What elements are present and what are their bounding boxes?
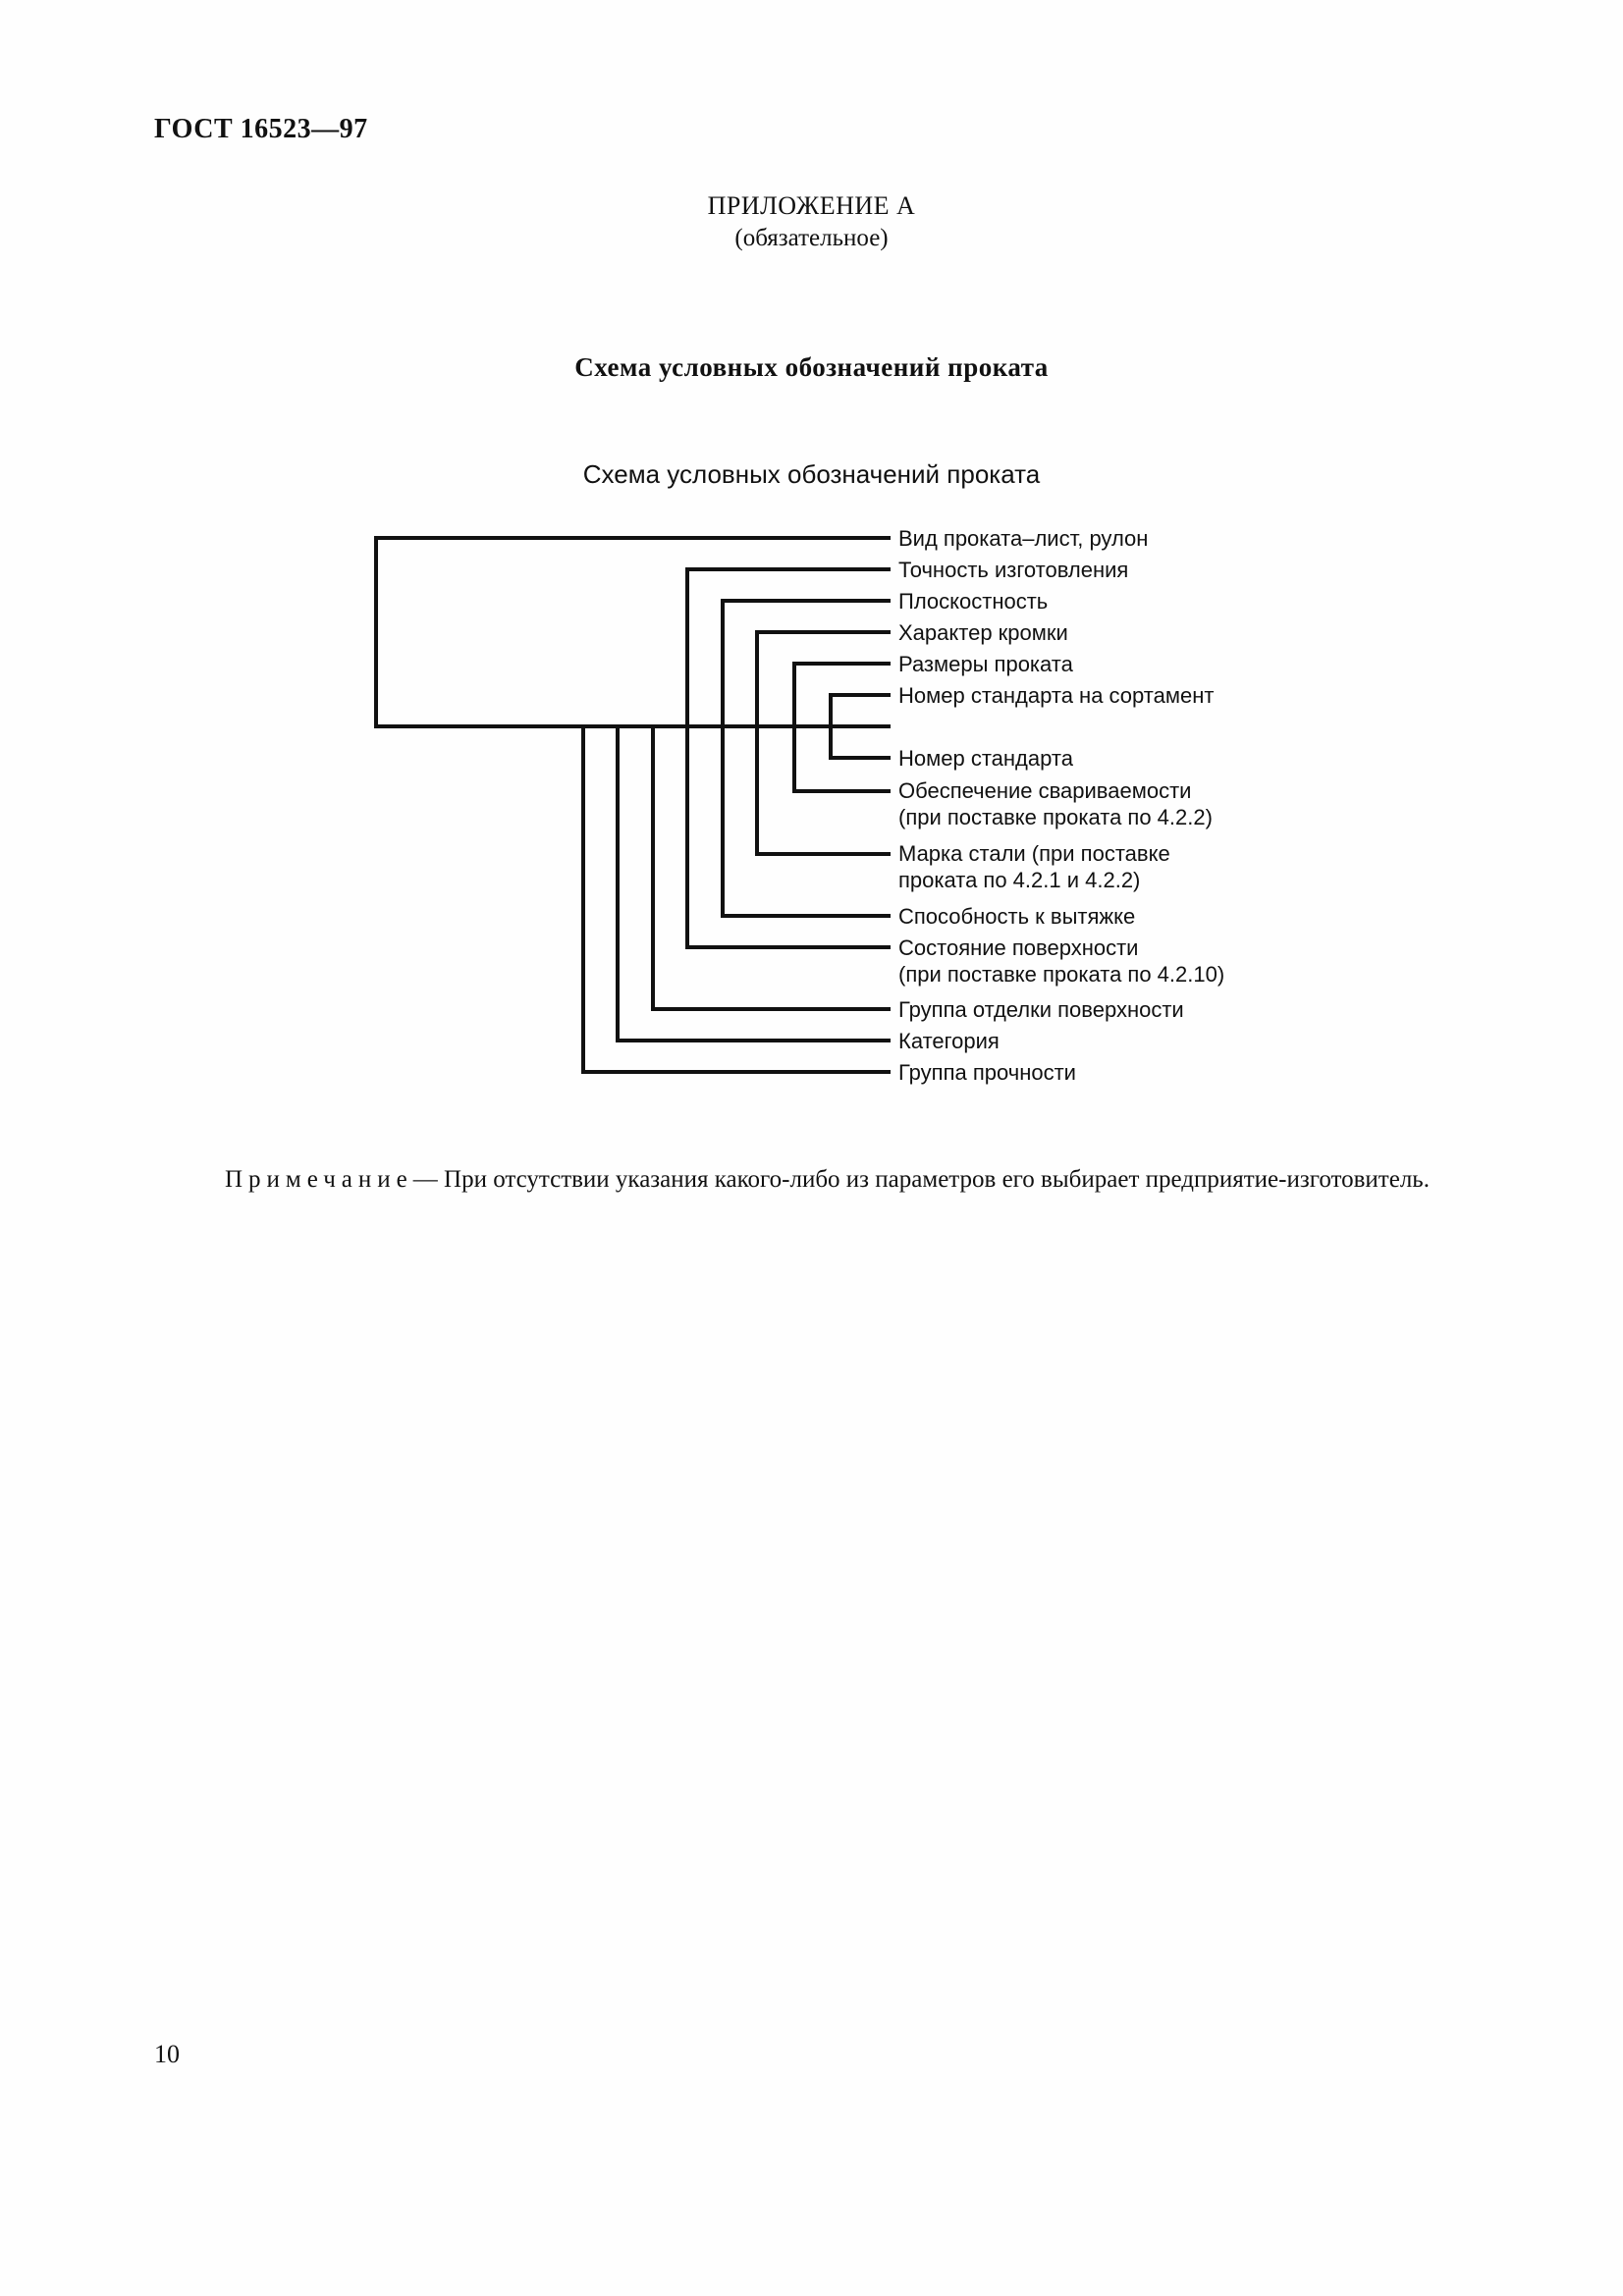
connector-drawability — [723, 726, 889, 916]
label-surface-condition-note: (при поставке проката по 4.2.10) — [898, 962, 1225, 987]
label-weldability-note: (при поставке проката по 4.2.2) — [898, 805, 1213, 829]
label-assortment-standard: Номер стандарта на сортамент — [898, 683, 1215, 708]
label-category: Категория — [898, 1029, 1000, 1053]
connector-edge — [757, 632, 889, 726]
label-surface-condition: Состояние поверхности — [898, 935, 1139, 960]
designation-scheme-diagram — [0, 0, 1623, 1129]
note-text: При отсутствии указания какого-либо из параметров его выбирает предприятие-изготовитель. — [444, 1166, 1430, 1193]
label-drawability: Способность к вытяжке — [898, 904, 1136, 929]
connector-strength-group — [583, 726, 889, 1072]
label-weldability: Обеспечение свариваемости — [898, 778, 1192, 803]
label-accuracy: Точность изготовления — [898, 558, 1129, 582]
diagram-labels — [898, 526, 1224, 1085]
note-label: Примечание — [225, 1166, 413, 1193]
label-edge: Характер кромки — [898, 620, 1068, 645]
appendix-title: ПРИЛОЖЕНИЕ А — [707, 191, 916, 220]
label-steel-grade-note: проката по 4.2.1 и 4.2.2) — [898, 868, 1141, 892]
label-strength-group: Группа прочности — [898, 1060, 1076, 1085]
diagram-title: Схема условных обозначений проката — [582, 459, 1041, 489]
label-product-type: Вид проката–лист, рулон — [898, 526, 1149, 551]
label-flatness: Плоскостность — [898, 589, 1049, 614]
label-dimensions: Размеры проката — [898, 652, 1073, 676]
document-code: ГОСТ 16523—97 — [154, 114, 368, 144]
label-standard-number: Номер стандарта — [898, 746, 1073, 771]
connector-category — [618, 726, 889, 1041]
page-number: 10 — [154, 2040, 180, 2068]
note-paragraph — [154, 1161, 1470, 1199]
connector-accuracy — [687, 569, 889, 726]
connector-standard-number — [831, 726, 889, 758]
appendix-status: (обязательное) — [734, 225, 889, 251]
note-dash: — — [412, 1166, 438, 1193]
label-surface-finish: Группа отделки поверхности — [898, 997, 1184, 1022]
section-title: Схема условных обозначений проката — [574, 352, 1049, 382]
connector-assortment-standard — [831, 695, 889, 726]
label-steel-grade: Марка стали (при поставке — [898, 841, 1170, 866]
diagram-lines — [376, 538, 889, 1072]
